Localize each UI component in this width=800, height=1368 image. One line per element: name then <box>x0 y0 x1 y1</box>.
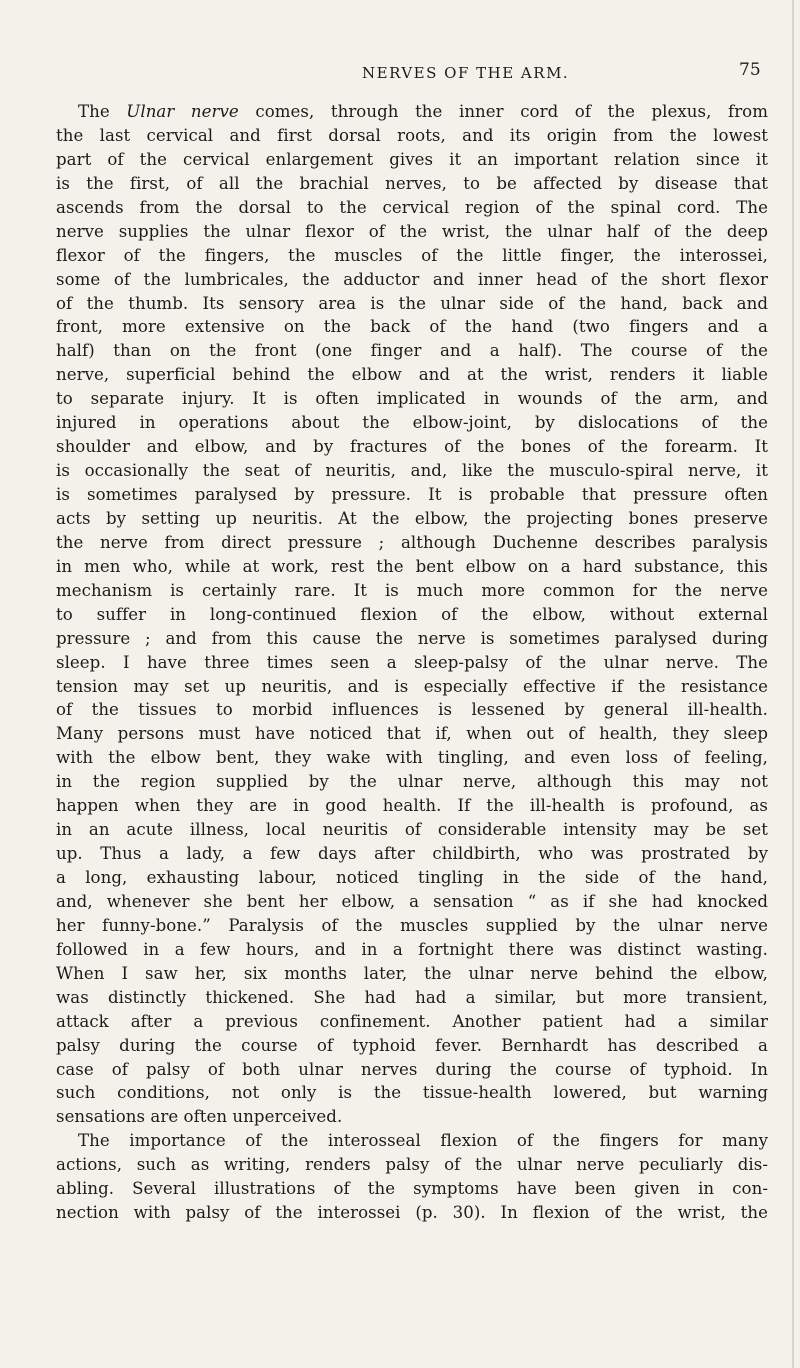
text-line: The importance of the interosseal flexion of the fingers for many <box>78 1131 768 1151</box>
text-line: The Ulnar nerve comes, through the inner cord of the plexus, from <box>78 102 768 121</box>
page-edge <box>792 0 794 1368</box>
text-line: nerve, superficial behind the elbow and at the wrist, renders it liable <box>56 365 768 385</box>
text-line: half) than on the front (one finger and a half). The course of the <box>56 341 768 361</box>
term-ulnar-nerve: Ulnar nerve <box>126 102 239 121</box>
text-line: part of the cervical enlargement gives it an important relation since it <box>56 149 768 169</box>
text-line: actions, such as writing, renders palsy of the ulnar nerve peculiarly dis- <box>56 1155 768 1175</box>
text-line: sensations are often unperceived. <box>56 1107 343 1127</box>
text-line: When I saw her, six months later, the ulnar nerve behind the elbow, <box>56 963 768 983</box>
text-line: acts by setting up neuritis. At the elbow, the projecting bones preserve <box>56 508 768 528</box>
text-line: happen when they are in good health. If the ill-health is profound, as <box>56 796 768 816</box>
body-text <box>56 100 768 1225</box>
page-number: 75 <box>739 60 761 80</box>
text-line: some of the lumbricales, the adductor and inner head of the short flexor <box>56 269 768 289</box>
text-line: ascends from the dorsal to the cervical region of the spinal cord. The <box>56 197 768 217</box>
text-line: followed in a few hours, and in a fortnight there was distinct wasting. <box>56 939 768 959</box>
text-line: shoulder and elbow, and by fractures of the bones of the forearm. It <box>56 437 768 457</box>
running-head: NERVES OF THE ARM. <box>362 64 570 82</box>
text-line: nerve supplies the ulnar flexor of the wrist, the ulnar half of the deep <box>56 221 768 241</box>
text-line: such conditions, not only is the tissue-health lowered, but warning <box>56 1083 768 1103</box>
text-line: in the region supplied by the ulnar nerve, although this may not <box>56 772 768 792</box>
text-line: nection with palsy of the interossei (p. 30). In flexion of the wrist, the <box>56 1203 768 1223</box>
text-line: attack after a previous confinement. Another patient had a similar <box>56 1011 768 1031</box>
text-line: in men who, while at work, rest the bent elbow on a hard substance, this <box>56 556 768 576</box>
text-line: flexor of the fingers, the muscles of the little finger, the interossei, <box>56 245 768 265</box>
text-line: of the thumb. Its sensory area is the ulnar side of the hand, back and <box>56 293 768 313</box>
text-line: to separate injury. It is often implicated in wounds of the arm, and <box>56 389 768 409</box>
text-line: is the first, of all the brachial nerves, to be affected by disease that <box>56 173 768 193</box>
text-line: case of palsy of both ulnar nerves during the course of typhoid. In <box>56 1059 768 1079</box>
text-line: of the tissues to morbid influences is lessened by general ill-health. <box>56 700 768 720</box>
text-line: up. Thus a lady, a few days after childbirth, who was prostrated by <box>56 844 768 864</box>
text-line: with the elbow bent, they wake with tingling, and even loss of feeling, <box>56 748 768 768</box>
text-line: pressure ; and from this cause the nerve is sometimes paralysed during <box>56 628 768 648</box>
text-line: was distinctly thickened. She had had a similar, but more transient, <box>56 987 768 1007</box>
text-line: injured in operations about the elbow-joint, by dislocations of the <box>56 413 768 433</box>
text-line: and, whenever she bent her elbow, a sensation “ as if she had knocked <box>56 891 768 911</box>
text-line: a long, exhausting labour, noticed tingling in the side of the hand, <box>56 868 768 887</box>
text-line: sleep. I have three times seen a sleep-palsy of the ulnar nerve. The <box>56 652 768 672</box>
text-line: mechanism is certainly rare. It is much more common for the nerve <box>56 580 768 600</box>
text-line: palsy during the course of typhoid fever. Bernhardt has described a <box>56 1035 768 1055</box>
text-line: the last cervical and first dorsal roots, and its origin from the lowest <box>56 125 768 145</box>
text-line: in an acute illness, local neuritis of considerable intensity may be set <box>56 820 768 840</box>
text-line: is sometimes paralysed by pressure. It is probable that pressure often <box>56 485 768 504</box>
text-line: abling. Several illustrations of the symptoms have been given in con- <box>56 1179 768 1199</box>
text-line: her funny-bone.” Paralysis of the muscles supplied by the ulnar nerve <box>56 915 768 935</box>
paragraph-interosseal-flexion <box>56 1129 768 1225</box>
text-line: front, more extensive on the back of the hand (two fingers and a <box>56 317 768 337</box>
text-line: the nerve from direct pressure ; although Duchenne describes paralysis <box>56 532 768 552</box>
text-line: is occasionally the seat of neuritis, and, like the musculo-spiral nerve, it <box>56 461 768 481</box>
text-line: to suffer in long-continued flexion of the elbow, without external <box>56 604 768 624</box>
text-line: tension may set up neuritis, and is especially effective if the resistance <box>56 676 768 696</box>
paragraph-ulnar-nerve <box>56 100 768 1129</box>
text-line: Many persons must have noticed that if, when out of health, they sleep <box>56 724 768 744</box>
